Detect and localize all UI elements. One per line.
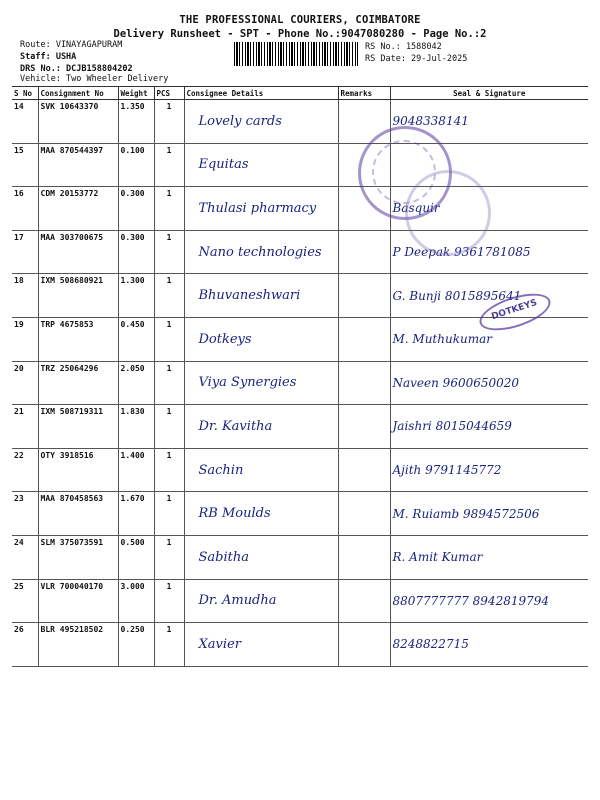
cell-sno: 17: [12, 230, 38, 274]
runsheet-subtitle: Delivery Runsheet - SPT - Phone No.:9047080280 - Page No.:2: [113, 28, 487, 40]
cell-weight: 1.350: [118, 100, 154, 144]
cell-signature: 8248822715: [390, 623, 588, 667]
cell-consignment-no: MAA 870458563: [38, 492, 118, 536]
cell-sno: 14: [12, 100, 38, 144]
cell-signature: G. Bunji 8015895641: [390, 274, 588, 318]
cell-consignee: Nano technologies: [184, 230, 338, 274]
cell-remarks: [338, 579, 390, 623]
cell-sno: 15: [12, 143, 38, 187]
cell-sno: 19: [12, 317, 38, 361]
col-consignee: Consignee Details: [184, 87, 338, 100]
vehicle-label: Vehicle: Two Wheeler Delivery: [20, 74, 169, 84]
cell-signature: 9048338141: [390, 100, 588, 144]
col-pcs: PCS: [154, 87, 184, 100]
cell-weight: 2.050: [118, 361, 154, 405]
table-row: [12, 361, 588, 405]
cell-consignment-no: IXM 508719311: [38, 405, 118, 449]
cell-signature: Jaishri 8015044659: [390, 405, 588, 449]
table-row: [12, 230, 588, 274]
cell-consignee: Xavier: [184, 623, 338, 667]
cell-remarks: [338, 317, 390, 361]
cell-pcs: 1: [154, 361, 184, 405]
cell-signature: Basquir: [390, 187, 588, 231]
cell-pcs: 1: [154, 492, 184, 536]
cell-signature: Ajith 9791145772: [390, 448, 588, 492]
cell-consignee: Sabitha: [184, 535, 338, 579]
cell-signature: M. Muthukumar: [390, 317, 588, 361]
cell-consignment-no: TRP 4675853: [38, 317, 118, 361]
cell-pcs: 1: [154, 623, 184, 667]
cell-consignment-no: SLM 375073591: [38, 535, 118, 579]
table-header-row: [12, 87, 588, 100]
cell-weight: 0.250: [118, 623, 154, 667]
staff-label: Staff: USHA: [20, 52, 77, 62]
cell-pcs: 1: [154, 230, 184, 274]
cell-remarks: [338, 405, 390, 449]
cell-consignment-no: MAA 303700675: [38, 230, 118, 274]
cell-weight: 0.450: [118, 317, 154, 361]
table-row: [12, 448, 588, 492]
route-label: Route: VINAYAGAPURAM: [20, 40, 123, 50]
table-row: [12, 405, 588, 449]
cell-sno: 22: [12, 448, 38, 492]
cell-sno: 25: [12, 579, 38, 623]
cell-remarks: [338, 230, 390, 274]
cell-weight: 0.300: [118, 230, 154, 274]
cell-signature: R. Amit Kumar: [390, 535, 588, 579]
cell-signature: Naveen 9600650020: [390, 361, 588, 405]
cell-consignee: Bhuvaneshwari: [184, 274, 338, 318]
cell-pcs: 1: [154, 187, 184, 231]
col-seal-signature: Seal & Signature: [390, 87, 588, 100]
cell-consignment-no: IXM 508680921: [38, 274, 118, 318]
cell-consignee: Viya Synergies: [184, 361, 338, 405]
table-row: [12, 579, 588, 623]
cell-consignment-no: SVK 10643370: [38, 100, 118, 144]
cell-consignment-no: CDM 20153772: [38, 187, 118, 231]
cell-sno: 20: [12, 361, 38, 405]
cell-sno: 18: [12, 274, 38, 318]
drs-label: DRS No.: DCJB158804202: [20, 64, 133, 74]
cell-consignee: Dr. Kavitha: [184, 405, 338, 449]
cell-weight: 1.400: [118, 448, 154, 492]
cell-remarks: [338, 274, 390, 318]
table-row: [12, 492, 588, 536]
cell-consignee: Thulasi pharmacy: [184, 187, 338, 231]
cell-remarks: [338, 623, 390, 667]
cell-remarks: [338, 492, 390, 536]
cell-sno: 16: [12, 187, 38, 231]
cell-consignment-no: MAA 870544397: [38, 143, 118, 187]
table-row: [12, 143, 588, 187]
table-row: [12, 187, 588, 231]
runsheet-title: THE PROFESSIONAL COURIERS, COIMBATORE: [179, 14, 421, 26]
table-row: [12, 100, 588, 144]
cell-weight: 0.100: [118, 143, 154, 187]
col-sno: S No: [12, 87, 38, 100]
cell-weight: 3.000: [118, 579, 154, 623]
cell-pcs: 1: [154, 579, 184, 623]
cell-signature: 8807777777 8942819794: [390, 579, 588, 623]
cell-weight: 0.300: [118, 187, 154, 231]
cell-consignment-no: BLR 495218502: [38, 623, 118, 667]
cell-consignee: Dr. Amudha: [184, 579, 338, 623]
cell-remarks: [338, 361, 390, 405]
cell-pcs: 1: [154, 535, 184, 579]
cell-weight: 1.830: [118, 405, 154, 449]
cell-pcs: 1: [154, 448, 184, 492]
dotkeys-stamp: DOTKEYS: [475, 286, 555, 337]
cell-consignee: Dotkeys: [184, 317, 338, 361]
cell-pcs: 1: [154, 405, 184, 449]
col-weight: Weight: [118, 87, 154, 100]
cell-remarks: [338, 448, 390, 492]
table-row: [12, 623, 588, 667]
cell-sno: 24: [12, 535, 38, 579]
cell-pcs: 1: [154, 100, 184, 144]
cell-pcs: 1: [154, 143, 184, 187]
cell-remarks: [338, 535, 390, 579]
cell-signature: P Deepak 9361781085: [390, 230, 588, 274]
col-consignment: Consignment No: [38, 87, 118, 100]
cell-weight: 0.500: [118, 535, 154, 579]
table-row: [12, 535, 588, 579]
cell-consignee: Lovely cards: [184, 100, 338, 144]
cell-weight: 1.670: [118, 492, 154, 536]
cell-consignment-no: TRZ 25064296: [38, 361, 118, 405]
rs-date: RS Date: 29-Jul-2025: [365, 54, 468, 64]
rs-number: RS No.: 1588042: [365, 42, 442, 52]
cell-pcs: 1: [154, 317, 184, 361]
cell-consignee: Equitas: [184, 143, 338, 187]
cell-consignee: RB Moulds: [184, 492, 338, 536]
cell-sno: 21: [12, 405, 38, 449]
col-remarks: Remarks: [338, 87, 390, 100]
cell-sno: 23: [12, 492, 38, 536]
cell-consignment-no: OTY 3918516: [38, 448, 118, 492]
cell-consignee: Sachin: [184, 448, 338, 492]
cell-signature: M. Ruiamb 9894572506: [390, 492, 588, 536]
pharmacy-stamp-seal: [405, 170, 491, 256]
barcode-image: [234, 42, 358, 66]
cell-sno: 26: [12, 623, 38, 667]
runsheet-table: [12, 86, 588, 667]
cell-pcs: 1: [154, 274, 184, 318]
cell-consignment-no: VLR 700040170: [38, 579, 118, 623]
cell-weight: 1.300: [118, 274, 154, 318]
